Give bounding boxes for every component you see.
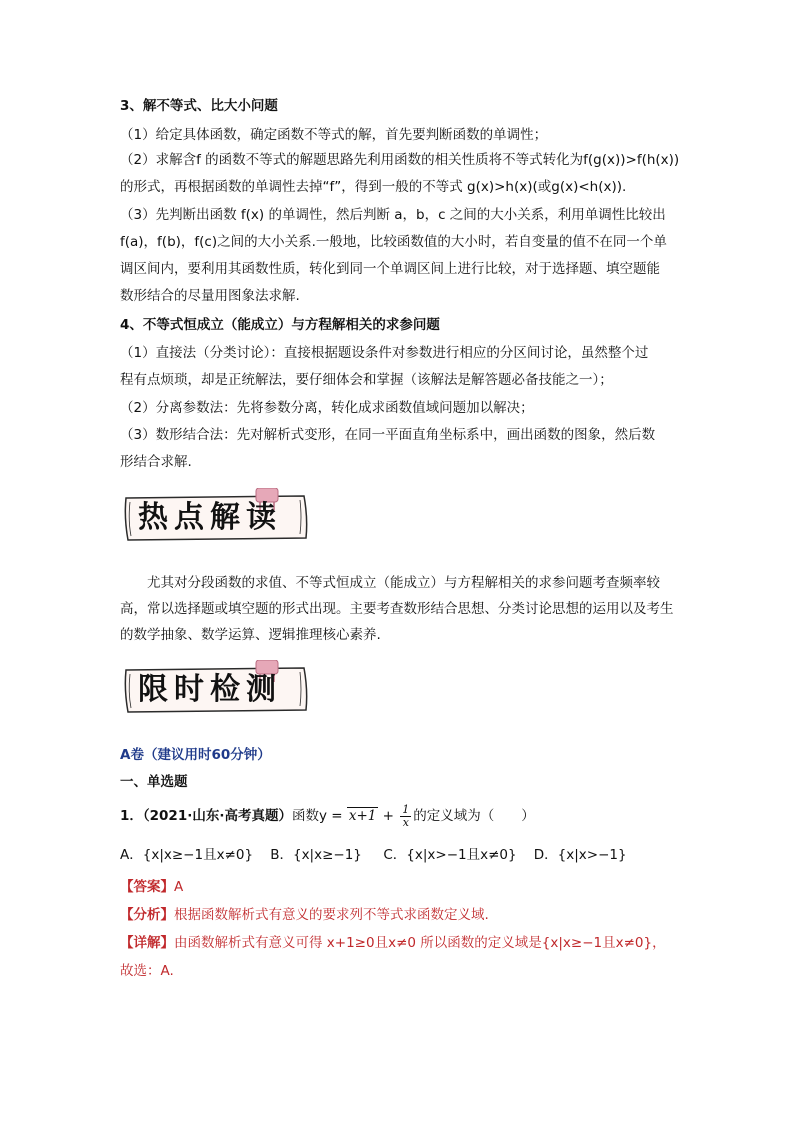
banner-hotspot [120, 488, 312, 546]
section3-p3c: 调区间内，要利用其函数性质，转化到同一个单调区间上进行比较，对于选择题、填空题能 [120, 261, 660, 277]
question-1-options [120, 845, 627, 865]
detail-tag: 【详解】 [120, 935, 174, 951]
fraction-denominator: x [402, 815, 409, 829]
hotspot-paragraph: 尤其对分段函数的求值、不等式恒成立（能成立）与方程解相关的求参问题考查频率较高，常以选择题或填空题的形式出现。主要考查数形结合思想、分类讨论思想的运用以及考生的数学抽象、数学运算、逻辑推理核心素养. [120, 575, 674, 643]
section3-p1: （1）给定具体函数，确定函数不等式的解，首先要判断函数的单调性； [120, 127, 548, 143]
section4-heading: 4、不等式恒成立（能成立）与方程解相关的求参问题 [120, 317, 440, 333]
question-1-stem-c: 的定义域为（ ） [413, 808, 535, 824]
section4-p2: （2）分离参数法：先将参数分离，转化成求函数值域问题加以解决； [120, 400, 534, 416]
answer-value: A [174, 879, 184, 895]
option-b[interactable]: B．{x|x≥−1} [270, 847, 362, 863]
question-1-source: 1．（2021·山东·高考真题） [120, 808, 292, 824]
test-volume: A卷（建议用时60分钟） [120, 747, 271, 763]
question-1: 1．（2021·山东·高考真题）函数y = x+1 + $\frac{1}{x}$ 的定义域为（ ） [120, 802, 535, 829]
banner-test-title: 限时检测 [138, 672, 282, 707]
question-1-stem-a: 函数y = [291, 808, 347, 824]
question-1-sqrt [347, 807, 379, 824]
section3-p2a: （2）求解含f 的函数不等式的解题思路先利用函数的相关性质将不等式转化为f(g(x))>f(h(x)) [120, 152, 680, 168]
question-1-fraction [400, 804, 411, 829]
section4-p1a: （1）直接法（分类讨论）：直接根据题设条件对参数进行相应的分区间讨论，虽然整个过 [120, 345, 649, 361]
section3-heading: 3、解不等式、比大小问题 [120, 98, 278, 114]
detail-text: 由函数解析式有意义可得 x+1≥0且x≠0 所以函数的定义域是{x|x≥−1且x≠0}， [174, 935, 666, 951]
section3-p3d: 数形结合的尽量用图象法求解. [120, 288, 300, 304]
detail-conclusion: 故选：A. [120, 963, 174, 979]
detail-line [120, 933, 666, 953]
test-part: 一、单选题 [120, 774, 188, 790]
section3-p3b: f(a)，f(b)，f(c)之间的大小关系.一般地，比较函数值的大小时，若自变量的值不在同一个单 [120, 234, 667, 250]
option-c[interactable]: C．{x|x>−1且x≠0} [383, 847, 517, 863]
banner-test [120, 660, 312, 718]
option-a[interactable]: A．{x|x≥−1且x≠0} [120, 847, 254, 863]
analysis-text: 根据函数解析式有意义的要求列不等式求函数定义域. [174, 907, 489, 923]
section4-p1b: 程有点烦琐，却是正统解法，要仔细体会和掌握（该解法是解答题必备技能之一）； [120, 372, 613, 388]
banner-hotspot-title: 热点解读 [138, 500, 282, 535]
section4-p3a: （3）数形结合法：先对解析式变形，在同一平面直角坐标系中，画出函数的图象，然后数 [120, 427, 656, 443]
section3-p3a: （3）先判断出函数 f(x) 的单调性，然后判断 a，b，c 之间的大小关系，利用单调性比较出 [120, 207, 666, 223]
fraction-numerator: 1 [402, 802, 410, 816]
analysis-line [120, 905, 489, 925]
question-1-radicand: x+1 [348, 808, 377, 824]
answer-line [120, 877, 183, 897]
answer-tag: 【答案】 [120, 879, 174, 895]
section3-p2b: 的形式，再根据函数的单调性去掉“f”，得到一般的不等式 g(x)>h(x)(或g(x)<h(x)). [120, 179, 627, 195]
option-d[interactable]: D．{x|x>−1} [533, 847, 627, 863]
section4-p3b: 形结合求解. [120, 454, 192, 470]
analysis-tag: 【分析】 [120, 907, 174, 923]
